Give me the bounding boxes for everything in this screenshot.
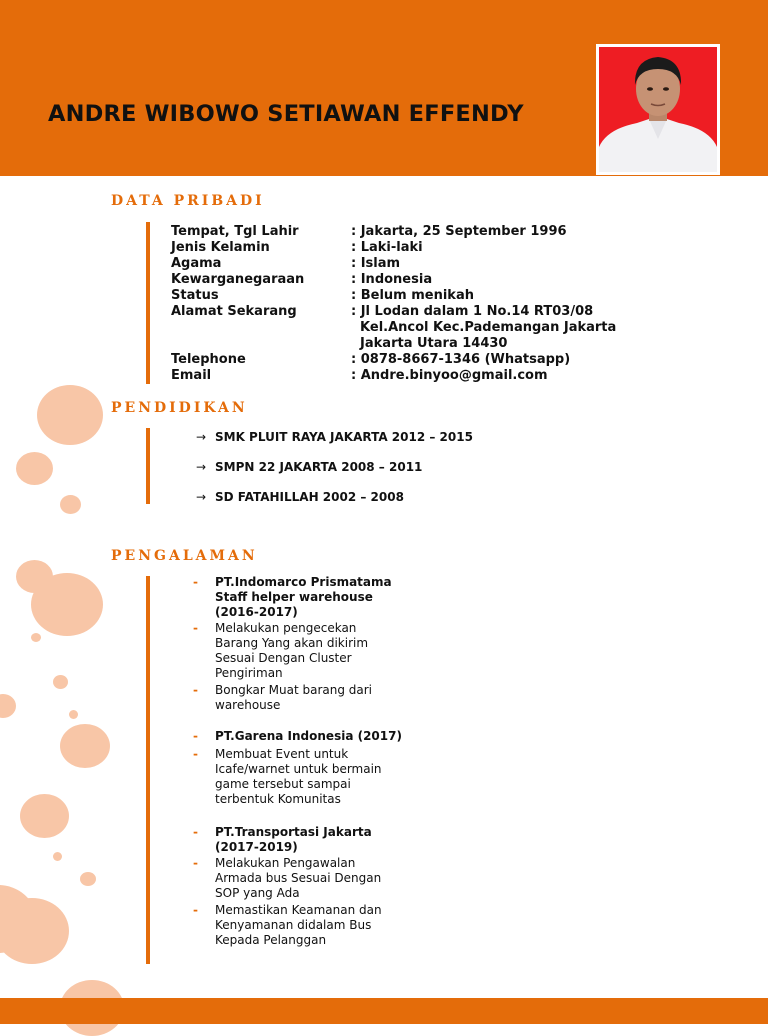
task-line: Melakukan pengecekan xyxy=(215,621,357,635)
decor-circle xyxy=(69,710,78,719)
field-value: : Andre.binyoo@gmail.com xyxy=(351,368,548,383)
decor-circle xyxy=(20,794,69,838)
field-label: Kewarganegaraan xyxy=(171,272,305,287)
field-label: Status xyxy=(171,288,219,303)
task-line: Icafe/warnet untuk bermain xyxy=(215,762,382,776)
task-line: Bongkar Muat barang dari xyxy=(215,683,373,697)
field-value: : Laki-laki xyxy=(351,240,423,255)
field-value: : Belum menikah xyxy=(351,288,474,303)
education-text: SMPN 22 JAKARTA 2008 – 2011 xyxy=(215,460,423,474)
section-bar xyxy=(146,576,150,964)
field-value-continued: Kel.Ancol Kec.Pademangan Jakarta xyxy=(351,320,617,335)
field-value: : 0878-8667-1346 (Whatsapp) xyxy=(351,352,571,367)
field-value: : Jl Lodan dalam 1 No.14 RT03/08 xyxy=(351,304,594,319)
personal-row xyxy=(171,240,351,256)
personal-row xyxy=(171,256,351,272)
task-line: Pengiriman xyxy=(215,666,283,680)
arrow-right-icon: → xyxy=(196,430,207,444)
decor-circle xyxy=(31,573,103,636)
person-photo-icon xyxy=(599,47,717,172)
task-line: Membuat Event untuk xyxy=(215,747,349,761)
decor-circle xyxy=(60,495,81,514)
task-line: Memastikan Keamanan dan xyxy=(215,903,382,917)
field-value: : Indonesia xyxy=(351,272,433,287)
section-bar xyxy=(146,222,150,384)
field-label: Tempat, Tgl Lahir xyxy=(171,224,299,239)
task-line: Sesuai Dengan Cluster xyxy=(215,651,352,665)
company-line: (2017-2019) xyxy=(215,840,298,854)
decor-circle xyxy=(60,724,110,768)
header-band xyxy=(0,0,768,176)
field-label: Alamat Sekarang xyxy=(171,304,297,319)
bullet-dash: - xyxy=(193,856,198,870)
company-line: PT.Transportasi Jakarta xyxy=(215,825,372,839)
education-item xyxy=(196,460,422,474)
task-line: Melakukan Pengawalan xyxy=(215,856,356,870)
personal-row xyxy=(171,272,351,288)
field-value: : Jakarta, 25 September 1996 xyxy=(351,224,567,239)
task-line: Barang Yang akan dikirim xyxy=(215,636,369,650)
education-text: SMK PLUIT RAYA JAKARTA 2012 – 2015 xyxy=(215,430,473,444)
personal-row xyxy=(171,224,351,240)
task-line: warehouse xyxy=(215,698,281,712)
section-bar xyxy=(146,428,150,504)
education-item xyxy=(196,490,404,504)
footer-band xyxy=(0,998,768,1024)
decor-circle xyxy=(80,872,96,886)
candidate-name: ANDRE WIBOWO SETIAWAN EFFENDY xyxy=(48,101,524,127)
task-line: Armada bus Sesuai Dengan xyxy=(215,871,382,885)
bullet-dash: - xyxy=(193,575,198,589)
section-title-data-pribadi: DATA PRIBADI xyxy=(111,193,265,209)
field-label: Jenis Kelamin xyxy=(171,240,270,255)
field-label: Agama xyxy=(171,256,222,271)
company-line: PT.Indomarco Prismatama xyxy=(215,575,392,589)
personal-row xyxy=(171,368,351,384)
field-label: Telephone xyxy=(171,352,246,367)
decor-circle xyxy=(37,385,103,445)
education-item xyxy=(196,430,473,444)
company-line: Staff helper warehouse xyxy=(215,590,373,604)
task-line: terbentuk Komunitas xyxy=(215,792,341,806)
decor-circle xyxy=(53,675,68,689)
bullet-dash: - xyxy=(193,729,198,743)
bullet-dash: - xyxy=(193,903,198,917)
bullet-dash: - xyxy=(193,683,198,697)
company-line: PT.Garena Indonesia (2017) xyxy=(215,729,402,743)
section-title-pengalaman: PENGALAMAN xyxy=(111,548,258,564)
bullet-dash: - xyxy=(193,621,198,635)
bullet-dash: - xyxy=(193,747,198,761)
field-value-continued: Jakarta Utara 14430 xyxy=(351,336,508,351)
decor-circle xyxy=(16,452,53,485)
task-line: SOP yang Ada xyxy=(215,886,300,900)
arrow-right-icon: → xyxy=(196,460,207,474)
decor-circle xyxy=(0,898,69,964)
task-line: Kenyamanan didalam Bus xyxy=(215,918,372,932)
personal-row xyxy=(171,288,351,304)
arrow-right-icon: → xyxy=(196,490,207,504)
personal-row xyxy=(171,304,351,320)
profile-photo xyxy=(596,44,720,175)
bullet-dash: - xyxy=(193,825,198,839)
field-label: Email xyxy=(171,368,212,383)
field-value: : Islam xyxy=(351,256,401,271)
decor-circle xyxy=(0,694,16,718)
decor-circle xyxy=(31,633,41,642)
task-line: Kepada Pelanggan xyxy=(215,933,327,947)
company-line: (2016-2017) xyxy=(215,605,298,619)
section-title-pendidikan: PENDIDIKAN xyxy=(111,400,248,416)
education-text: SD FATAHILLAH 2002 – 2008 xyxy=(215,490,404,504)
decor-circle xyxy=(53,852,62,861)
personal-row xyxy=(171,352,351,368)
task-line: game tersebut sampai xyxy=(215,777,351,791)
